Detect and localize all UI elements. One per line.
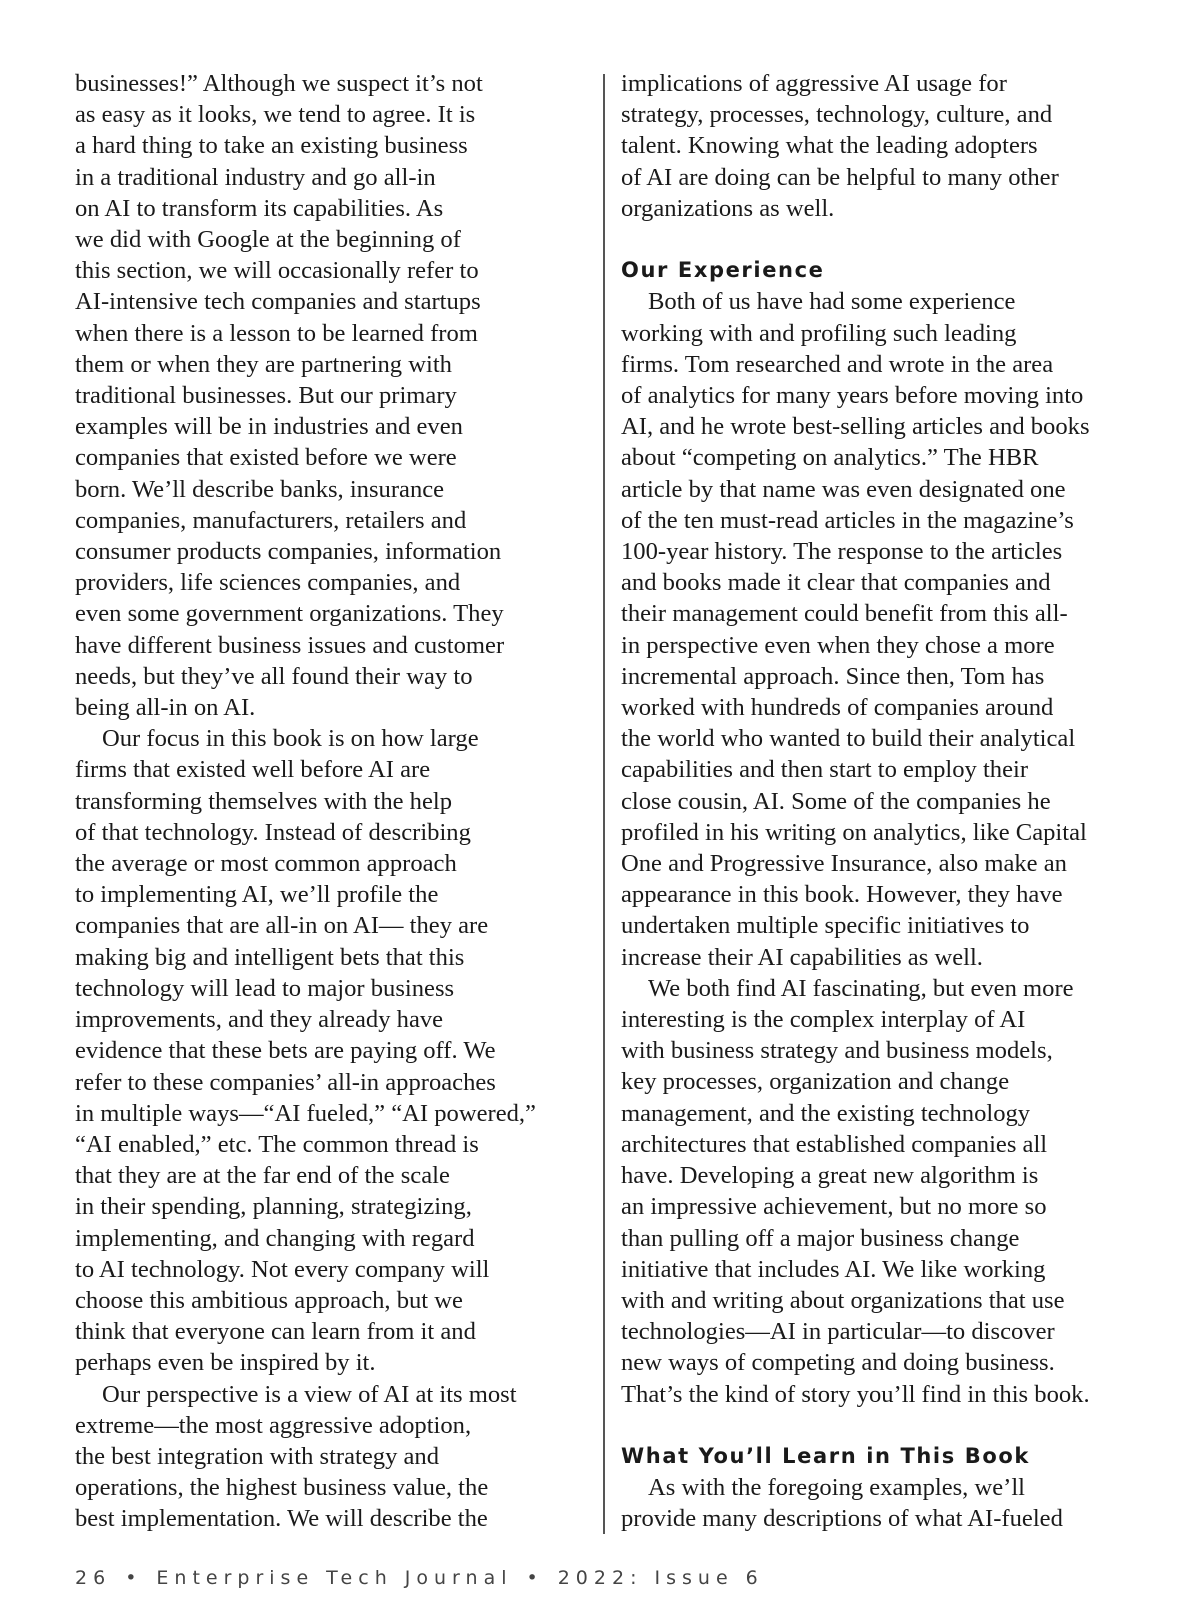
text-line: Our perspective is a view of AI at its most <box>102 1380 517 1408</box>
text-line: traditional businesses. But our primary <box>75 382 457 410</box>
text-line: refer to these companies’ all-in approaches <box>75 1068 496 1096</box>
text-line: to implementing AI, we’ll profile the <box>75 881 439 909</box>
text-line: consumer products companies, information <box>75 538 502 566</box>
text-line: strategy, processes, technology, culture, and <box>621 101 1053 129</box>
text-line: organizations as well. <box>621 194 835 222</box>
paragraph <box>621 68 1126 224</box>
text-line: of analytics for many years before moving into <box>621 382 1084 410</box>
text-line: capabilities and then start to employ their <box>621 756 1029 784</box>
text-line: One and Progressive Insurance, also make an <box>621 850 1067 878</box>
text-line: provide many descriptions of what AI-fueled <box>621 1505 1063 1533</box>
text-line: close cousin, AI. Some of the companies he <box>621 787 1051 815</box>
text-line: as easy as it looks, we tend to agree. It is <box>75 101 476 129</box>
text-line: interesting is the complex interplay of AI <box>621 1006 1026 1034</box>
text-line: with and writing about organizations that use <box>621 1286 1065 1314</box>
text-line: undertaken multiple specific initiatives to <box>621 912 1030 940</box>
text-line: providers, life sciences companies, and <box>75 569 461 597</box>
text-line: about “competing on analytics.” The HBR <box>621 444 1039 472</box>
text-line: That’s the kind of story you’ll find in this book. <box>621 1380 1090 1408</box>
paragraph <box>75 68 580 723</box>
text-line: to AI technology. Not every company will <box>75 1255 490 1283</box>
paragraph <box>75 1379 580 1535</box>
publication-name: Enterprise Tech Journal <box>156 1567 513 1589</box>
text-line: with business strategy and business models, <box>621 1037 1053 1065</box>
text-line: evidence that these bets are paying off. We <box>75 1037 496 1065</box>
text-line: appearance in this book. However, they have <box>621 881 1063 909</box>
text-line: new ways of competing and doing business. <box>621 1349 1055 1377</box>
text-line: firms. Tom researched and wrote in the area <box>621 350 1054 378</box>
text-line: transforming themselves with the help <box>75 787 453 815</box>
text-line: making big and intelligent bets that this <box>75 943 465 971</box>
section-heading-what-youll-learn: What You’ll Learn in This Book <box>621 1443 1030 1468</box>
paragraph <box>621 286 1126 972</box>
text-line: an impressive achievement, but no more so <box>621 1193 1047 1221</box>
text-line: talent. Knowing what the leading adopters <box>621 132 1038 160</box>
text-line: implications of aggressive AI usage for <box>621 70 1007 97</box>
text-line: that they are at the far end of the scale <box>75 1162 450 1190</box>
text-line: “AI enabled,” etc. The common thread is <box>75 1130 479 1158</box>
text-line: even some government organizations. They <box>75 600 504 628</box>
text-line: worked with hundreds of companies around <box>621 694 1054 722</box>
text-line: choose this ambitious approach, but we <box>75 1286 463 1314</box>
text-line: when there is a lesson to be learned from <box>75 319 478 347</box>
text-line: Both of us have had some experience <box>648 288 1016 316</box>
text-line: think that everyone can learn from it and <box>75 1318 476 1346</box>
text-line: businesses!” Although we suspect it’s not <box>75 70 483 97</box>
text-line: of AI are doing can be helpful to many other <box>621 163 1059 191</box>
text-line: best implementation. We will describe the <box>75 1505 488 1533</box>
text-line: initiative that includes AI. We like working <box>621 1255 1046 1283</box>
text-line: the average or most common approach <box>75 850 457 878</box>
text-line: incremental approach. Since then, Tom has <box>621 662 1045 690</box>
text-line: working with and profiling such leading <box>621 319 1017 347</box>
text-line: AI-intensive tech companies and startups <box>75 288 481 316</box>
text-line: technologies—AI in particular—to discover <box>621 1318 1055 1346</box>
right-column <box>621 68 1126 1535</box>
text-line: in perspective even when they chose a more <box>621 631 1055 659</box>
text-line: article by that name was even designated one <box>621 475 1066 503</box>
text-line: firms that existed well before AI are <box>75 756 431 784</box>
text-line: in a traditional industry and go all-in <box>75 163 436 191</box>
paragraph <box>621 973 1126 1410</box>
text-line: architectures that established companies all <box>621 1130 1048 1158</box>
text-line: profiled in his writing on analytics, like Capital <box>621 818 1087 846</box>
text-line: the best integration with strategy and <box>75 1442 440 1470</box>
text-line: their management could benefit from this all- <box>621 600 1068 628</box>
text-line: increase their AI capabilities as well. <box>621 943 983 971</box>
text-line: in multiple ways—“AI fueled,” “AI powered,” <box>75 1099 536 1127</box>
text-line: improvements, and they already have <box>75 1006 444 1034</box>
text-line: companies that are all-in on AI— they are <box>75 912 489 940</box>
footer-separator: • <box>125 1567 143 1589</box>
text-line: companies that existed before we were <box>75 444 457 472</box>
text-line: needs, but they’ve all found their way to <box>75 662 473 690</box>
text-line: extreme—the most aggressive adoption, <box>75 1411 472 1439</box>
page-number: 26 <box>75 1567 112 1589</box>
text-line: operations, the highest business value, the <box>75 1474 489 1502</box>
section-heading-our-experience: Our Experience <box>621 258 825 283</box>
footer-separator: • <box>526 1567 544 1589</box>
text-line: a hard thing to take an existing business <box>75 132 468 160</box>
column-divider <box>603 74 605 1534</box>
text-line: We both find AI fascinating, but even more <box>648 974 1074 1002</box>
text-line: on AI to transform its capabilities. As <box>75 194 444 222</box>
text-line: being all-in on AI. <box>75 694 256 722</box>
text-line: implementing, and changing with regard <box>75 1224 475 1252</box>
paragraph <box>75 723 580 1378</box>
text-line: technology will lead to major business <box>75 974 455 1002</box>
text-line: perhaps even be inspired by it. <box>75 1349 376 1377</box>
text-line: AI, and he wrote best-selling articles and books <box>621 413 1090 441</box>
text-line: of that technology. Instead of describing <box>75 818 471 846</box>
text-line: the world who wanted to build their analytical <box>621 725 1076 753</box>
left-column <box>75 68 580 1535</box>
text-line: have different business issues and customer <box>75 631 505 659</box>
text-line: we did with Google at the beginning of <box>75 226 461 254</box>
text-line: key processes, organization and change <box>621 1068 1010 1096</box>
text-line: of the ten must-read articles in the magazine’s <box>621 506 1074 534</box>
text-line: have. Developing a great new algorithm is <box>621 1162 1039 1190</box>
text-line: this section, we will occasionally refer to <box>75 257 479 285</box>
text-line: in their spending, planning, strategizing, <box>75 1193 472 1221</box>
page-footer <box>75 1567 764 1589</box>
text-line: Our focus in this book is on how large <box>102 725 479 753</box>
text-line: and books made it clear that companies and <box>621 569 1051 597</box>
issue-label: 2022: Issue 6 <box>557 1567 764 1589</box>
text-line: companies, manufacturers, retailers and <box>75 506 467 534</box>
text-line: them or when they are partnering with <box>75 350 452 378</box>
text-line: As with the foregoing examples, we’ll <box>648 1474 1026 1502</box>
text-line: management, and the existing technology <box>621 1099 1031 1127</box>
text-line: 100-year history. The response to the articles <box>621 538 1063 566</box>
text-line: examples will be in industries and even <box>75 413 463 441</box>
paragraph <box>621 1472 1126 1534</box>
text-line: than pulling off a major business change <box>621 1224 1020 1252</box>
text-line: born. We’ll describe banks, insurance <box>75 475 445 503</box>
